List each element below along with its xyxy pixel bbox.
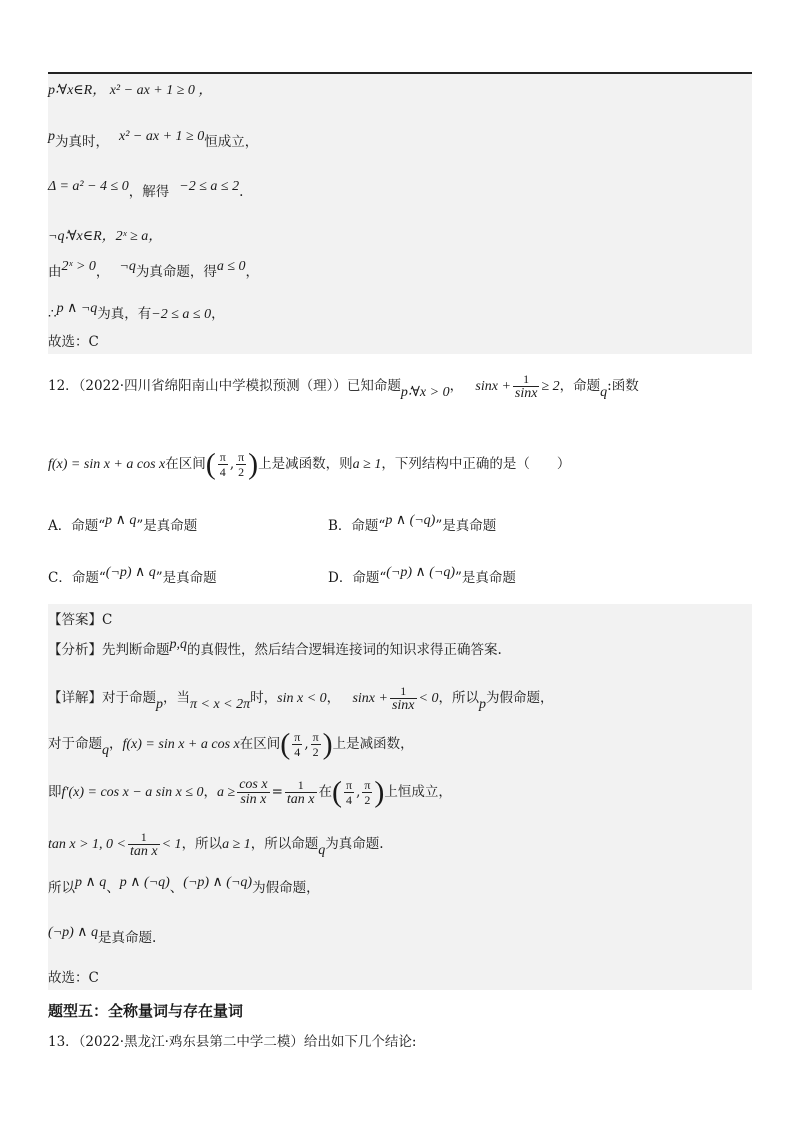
detail-line: 所以p ∧ q、p ∧ (¬q)、(¬p) ∧ (¬q)为假命题， (48, 875, 320, 896)
detail-line: (¬p) ∧ q是真命题. (48, 925, 157, 946)
solution-line: ¬q∶∀x∈R，2ˣ ≥ a， (48, 229, 163, 244)
option-d[interactable]: D．命题“(¬p) ∧ (¬q)”是真命题 (328, 565, 516, 586)
detail-line: tan x > 1, 0 < $\frac{1}{\text{tan x}}$ < 1，所以a ≥ 1，所以命题q为真命题. (48, 830, 384, 859)
detail-line: 【详解】对于命题p，当π < x < 2π时，sin x < 0， sinx + $\frac{1}{\sin x}$ < 0，所以p为假命题， (48, 684, 554, 713)
solution-line: Δ = a² − 4 ≤ 0，解得 −2 ≤ a ≤ 2. (48, 179, 244, 200)
question-12-stem: f(x) = sin x + a cos x在区间( $\frac{\pi}{4}$ , $\frac{\pi}{2}$ )上是减函数，则a ≥ 1，下列结构中正确的是（ ） (48, 447, 571, 481)
section-heading: 题型五：全称量词与存在量词 (48, 1002, 244, 1020)
answer-label: 【答案】C (48, 612, 113, 628)
option-a[interactable]: A．命题“p ∧ q”是真命题 (48, 513, 198, 534)
solution-line: p∶∀x∈R， x² − ax + 1 ≥ 0 ， (48, 83, 213, 98)
option-c[interactable]: C．命题“(¬p) ∧ q”是真命题 (48, 565, 217, 586)
solution-line: 由2ˣ > 0， ¬q为真命题，得a ≤ 0， (48, 259, 260, 280)
detail-line: 即f′(x) = cos x − a sin x ≤ 0，a ≥ $\frac{\text{cos x}}{\text{sin x}}$ = $\frac{1}{\text{tan x}}$ 在( $\frac{\pi}{4}$ , $\frac{\pi}{2}$ )上恒成立， (48, 775, 452, 809)
analysis-line: 【分析】先判断命题p,q的真假性，然后结合逻辑连接词的知识求得正确答案. (48, 637, 502, 658)
option-b[interactable]: B．命题“p ∧ (¬q)”是真命题 (328, 513, 497, 534)
solution-line: ∴p ∧ ¬q为真，有−2 ≤ a ≤ 0， (48, 301, 225, 322)
question-12-stem: 12．（2022·四川省绵阳南山中学模拟预测（理））已知命题p∶∀x > 0， sinx + $\frac{1}{\sin x}$ ≥ 2，命题q:函数 (48, 372, 639, 401)
question-13-stem: 13．（2022·黑龙江·鸡东县第二中学二模）给出如下几个结论: (48, 1034, 417, 1050)
answer-choice: 故选：C (48, 970, 99, 986)
solution-line: 故选：C (48, 334, 99, 350)
solution-line: p为真时， x² − ax + 1 ≥ 0恒成立， (48, 129, 259, 150)
detail-line: 对于命题q，f(x) = sin x + a cos x在区间( $\frac{\pi}{4}$ , $\frac{\pi}{2}$ )上是减函数， (48, 727, 414, 761)
